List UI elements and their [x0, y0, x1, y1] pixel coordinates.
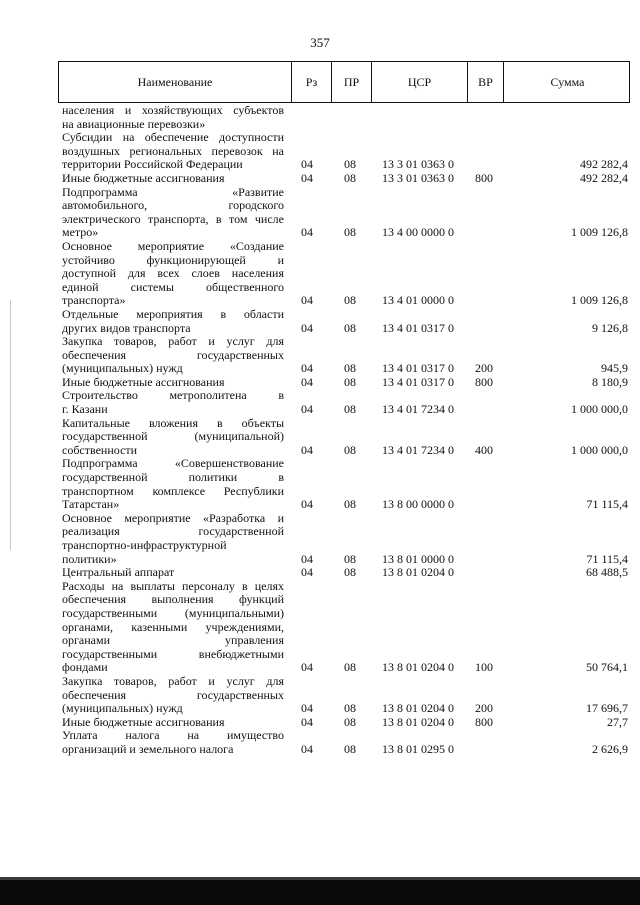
row-name-line: обеспечения выполнения функций [62, 592, 284, 607]
row-name-line: Подпрограмма «Совершенствование [62, 456, 284, 471]
row-name [58, 512, 284, 566]
row-name-line: Татарстан» [62, 497, 120, 512]
row-name [58, 131, 284, 172]
table-row [58, 566, 630, 580]
row-name-line: г. Казани [62, 402, 108, 417]
row-name-line: Расходы на выплаты персоналу в целях [62, 578, 284, 593]
row-name-line: Уплата налога на имущество [62, 728, 284, 743]
row-sum: 945,9 [601, 361, 628, 376]
row-rz: 04 [301, 293, 313, 308]
row-name-line: доступной для всех слоев населения [62, 266, 284, 281]
row-name-line: государственными внебюджетными [62, 646, 284, 661]
row-name-line: Закупка товаров, работ и услуг для [62, 673, 284, 688]
row-pr: 08 [344, 320, 356, 335]
row-name-line: органами, казенными учреждениями, [62, 619, 284, 634]
row-rz: 04 [301, 660, 313, 675]
row-sum: 2 626,9 [592, 741, 628, 756]
row-pr: 08 [344, 551, 356, 566]
row-name [58, 729, 284, 756]
header-rz: Рз [291, 62, 331, 102]
row-name-line: государственной (муниципальной) [62, 429, 284, 444]
row-name-line: Иные бюджетные ассигнования [62, 170, 225, 185]
header-csr: ЦСР [371, 62, 467, 102]
row-sum: 71 115,4 [586, 551, 628, 566]
row-name-line: обеспечения государственных [62, 347, 284, 362]
row-name-line: (муниципальных) нужд [62, 701, 183, 716]
row-name [58, 417, 284, 458]
row-name-line: транспортном комплексе Республики [62, 483, 284, 498]
row-rz: 04 [301, 157, 313, 172]
row-name-line: метро» [62, 225, 99, 240]
table-row [58, 335, 630, 376]
row-vr: 800 [475, 170, 493, 185]
row-csr: 13 4 01 0317 0 [382, 320, 454, 335]
row-rz: 04 [301, 225, 313, 240]
row-csr: 13 4 01 0317 0 [382, 374, 454, 389]
row-name-line: государственной политики в [62, 470, 284, 485]
row-csr: 13 4 01 0000 0 [382, 293, 454, 308]
row-vr: 800 [475, 714, 493, 729]
row-sum: 492 282,4 [580, 170, 628, 185]
row-name [58, 104, 284, 131]
row-rz: 04 [301, 551, 313, 566]
row-csr: 13 4 01 7234 0 [382, 402, 454, 417]
row-rz: 04 [301, 374, 313, 389]
row-rz: 04 [301, 714, 313, 729]
row-name-line: Иные бюджетные ассигнования [62, 374, 225, 389]
row-name-line: транспортно-инфраструктурной [62, 538, 227, 552]
row-pr: 08 [344, 741, 356, 756]
row-name [58, 376, 284, 390]
table-row [58, 729, 630, 756]
scan-bottom-border [0, 877, 640, 905]
row-name [58, 172, 284, 186]
row-rz: 04 [301, 565, 313, 580]
table-row [58, 389, 630, 416]
table-row [58, 308, 630, 335]
row-vr: 400 [475, 442, 493, 457]
table-body [58, 104, 630, 757]
row-pr: 08 [344, 497, 356, 512]
page-number: 357 [310, 35, 330, 50]
table-row [58, 580, 630, 675]
row-pr: 08 [344, 225, 356, 240]
header-pr: ПР [331, 62, 371, 102]
row-name-line: электрического транспорта, в том числе [62, 211, 284, 226]
table-header [58, 61, 630, 103]
table-row [58, 457, 630, 511]
row-name-line: собственности [62, 442, 138, 457]
row-name-line: Капитальные вложения в объекты [62, 415, 284, 430]
row-name-line: Подпрограмма «Развитие [62, 184, 284, 199]
budget-table [58, 61, 630, 757]
row-rz: 04 [301, 497, 313, 512]
row-sum: 1 000 000,0 [571, 402, 628, 417]
table-row [58, 512, 630, 566]
row-csr: 13 8 01 0204 0 [382, 714, 454, 729]
row-sum: 50 764,1 [586, 660, 628, 675]
row-pr: 08 [344, 157, 356, 172]
row-sum: 1 009 126,8 [571, 225, 628, 240]
row-name-line: территории Российской Федерации [62, 157, 243, 172]
row-pr: 08 [344, 170, 356, 185]
row-pr: 08 [344, 402, 356, 417]
row-pr: 08 [344, 361, 356, 376]
row-name-line: транспорта» [62, 293, 126, 308]
row-rz: 04 [301, 701, 313, 716]
row-name-line: политики» [62, 551, 117, 566]
row-name-line: фондами [62, 660, 108, 675]
row-pr: 08 [344, 701, 356, 716]
row-name-line: автомобильного, городского [62, 198, 284, 213]
row-sum: 68 488,5 [586, 565, 628, 580]
row-rz: 04 [301, 402, 313, 417]
row-pr: 08 [344, 293, 356, 308]
row-vr: 200 [475, 701, 493, 716]
table-row [58, 417, 630, 458]
row-csr: 13 8 01 0204 0 [382, 660, 454, 675]
row-sum: 27,7 [607, 714, 628, 729]
row-name-line: органами управления [62, 633, 284, 648]
row-csr: 13 4 00 0000 0 [382, 225, 454, 240]
row-csr: 13 8 01 0000 0 [382, 551, 454, 566]
table-row [58, 172, 630, 186]
row-sum: 1 009 126,8 [571, 293, 628, 308]
row-name [58, 308, 284, 335]
row-sum: 492 282,4 [580, 157, 628, 172]
row-pr: 08 [344, 442, 356, 457]
row-name-line: других видов транспорта [62, 320, 191, 335]
row-name-line: устойчиво функционирующей и [62, 252, 284, 267]
row-pr: 08 [344, 565, 356, 580]
row-name [58, 186, 284, 240]
table-row [58, 240, 630, 308]
row-name-line: Субсидии на обеспечение доступности [62, 130, 284, 145]
row-name-line: Основное мероприятие «Создание [62, 238, 284, 253]
row-name-line: Отдельные мероприятия в области [62, 306, 284, 321]
table-row [58, 104, 630, 131]
row-name [58, 335, 284, 376]
table-row [58, 186, 630, 240]
row-sum: 17 696,7 [586, 701, 628, 716]
row-vr: 100 [475, 660, 493, 675]
row-sum: 1 000 000,0 [571, 442, 628, 457]
row-pr: 08 [344, 714, 356, 729]
row-rz: 04 [301, 320, 313, 335]
row-name-line: организаций и земельного налога [62, 741, 234, 756]
row-name [58, 675, 284, 716]
row-name-line: Иные бюджетные ассигнования [62, 714, 225, 729]
header-vr: ВР [467, 62, 503, 102]
row-csr: 13 8 01 0295 0 [382, 741, 454, 756]
row-rz: 04 [301, 741, 313, 756]
row-csr: 13 4 01 7234 0 [382, 442, 454, 457]
row-name-line: воздушных региональных перевозок на [62, 143, 284, 158]
row-vr: 200 [475, 361, 493, 376]
row-name [58, 240, 284, 308]
scan-margin-line [10, 300, 11, 550]
row-rz: 04 [301, 361, 313, 376]
row-csr: 13 3 01 0363 0 [382, 157, 454, 172]
row-pr: 08 [344, 660, 356, 675]
row-name-line: Строительство метрополитена в [62, 388, 284, 403]
row-name-line: реализация государственной [62, 524, 284, 539]
row-sum: 71 115,4 [586, 497, 628, 512]
row-name [58, 566, 284, 580]
row-name [58, 457, 284, 511]
row-name-line: обеспечения государственных [62, 687, 284, 702]
scan-bottom-edge [0, 877, 640, 880]
row-name-line: Основное мероприятие «Разработка и [62, 510, 284, 525]
row-name-line: населения и хозяйствующих субъектов [62, 103, 284, 117]
row-csr: 13 4 01 0317 0 [382, 361, 454, 376]
row-name-line: государственными (муниципальными) [62, 605, 284, 620]
row-rz: 04 [301, 170, 313, 185]
row-pr: 08 [344, 374, 356, 389]
row-name-line: на авиационные перевозки» [62, 116, 206, 131]
table-row [58, 716, 630, 730]
row-csr: 13 8 01 0204 0 [382, 701, 454, 716]
table-row [58, 131, 630, 172]
row-csr: 13 8 01 0204 0 [382, 565, 454, 580]
row-name-line: (муниципальных) нужд [62, 361, 183, 376]
header-sum: Сумма [503, 62, 631, 102]
table-row [58, 675, 630, 716]
row-name [58, 716, 284, 730]
row-sum: 9 126,8 [592, 320, 628, 335]
table-row [58, 376, 630, 390]
row-name-line: Центральный аппарат [62, 565, 175, 580]
row-name-line: единой системы общественного [62, 279, 284, 294]
row-rz: 04 [301, 442, 313, 457]
row-csr: 13 3 01 0363 0 [382, 170, 454, 185]
row-name [58, 389, 284, 416]
row-name-line: Закупка товаров, работ и услуг для [62, 334, 284, 349]
row-vr: 800 [475, 374, 493, 389]
header-name: Наименование [137, 74, 213, 89]
row-name [58, 580, 284, 675]
row-sum: 8 180,9 [592, 374, 628, 389]
row-csr: 13 8 00 0000 0 [382, 497, 454, 512]
